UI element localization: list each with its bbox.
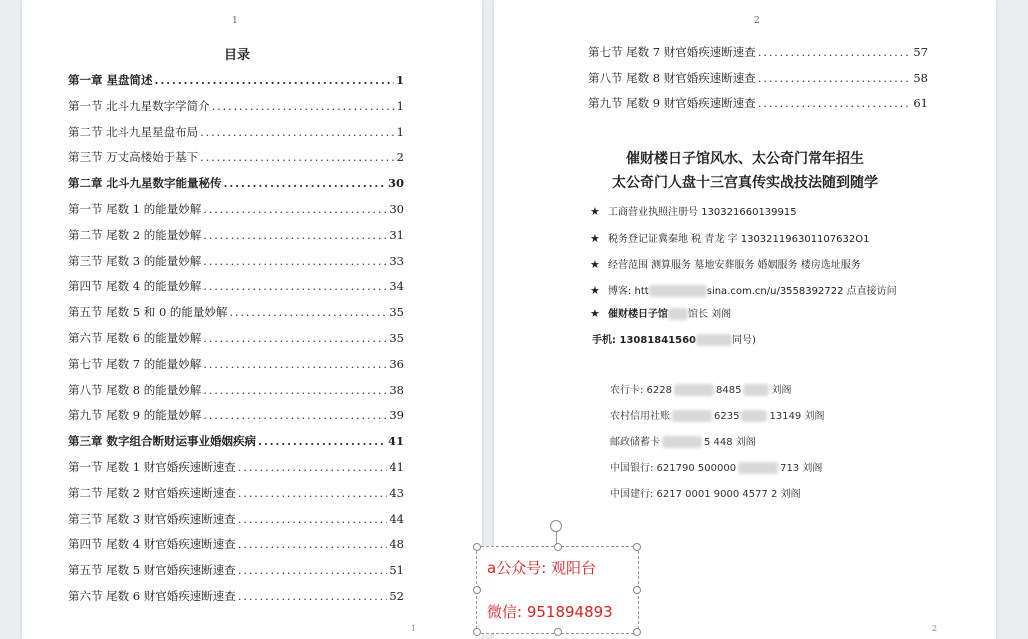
bank-account-line <box>610 459 822 474</box>
resize-handle[interactable] <box>473 586 481 594</box>
toc-page-number: 58 <box>913 70 928 85</box>
toc-label: 第四节 尾数 4 财官婚疾速断速查 <box>68 537 236 552</box>
redacted-block <box>668 308 688 320</box>
phone-line <box>592 331 756 346</box>
toc-page-number: 30 <box>389 202 404 216</box>
toc-leader-dots <box>236 537 388 551</box>
tax-item <box>590 230 869 245</box>
star-icon: ★ <box>590 258 600 271</box>
toc-page-number: 1 <box>396 98 404 113</box>
toc-leader-dots <box>236 512 388 526</box>
toc-label: 第一节 尾数 1 财官婚疾速断速查 <box>68 460 236 474</box>
toc-page-number: 51 <box>389 563 404 578</box>
resize-handle[interactable] <box>554 543 562 551</box>
star-icon: ★ <box>590 205 600 218</box>
license-item <box>590 203 797 218</box>
shop-owner: 馆长 刘阁 <box>688 309 732 320</box>
shop-item <box>590 305 731 320</box>
redacted-block <box>743 384 769 396</box>
toc-leader-dots <box>201 383 387 397</box>
toc-page-number: 30 <box>387 176 404 191</box>
resize-handle[interactable] <box>633 628 641 636</box>
toc-leader-dots <box>236 563 388 577</box>
page-number-bottom: 2 <box>932 624 938 633</box>
scope-item <box>590 256 861 271</box>
toc-label: 第二节 尾数 2 财官婚疾速断速查 <box>68 485 236 500</box>
toc-page-number: 39 <box>389 408 404 423</box>
toc-page-number: 35 <box>389 305 404 320</box>
toc-label: 第三节 尾数 3 的能量妙解 <box>68 253 202 268</box>
overlay-line-2: 微信: 951894893 <box>487 603 613 621</box>
toc-section <box>588 44 928 62</box>
toc-label: 第一节 北斗九星数字学简介 <box>68 98 210 113</box>
ad-title-2: 太公奇门人盘十三宫真传实战技法随到随学 <box>612 175 878 191</box>
rotate-handle[interactable] <box>550 520 562 532</box>
redacted-block <box>649 285 707 297</box>
toc-label: 第七节 尾数 7 财官婚疾速断速查 <box>588 45 756 59</box>
toc-section <box>68 407 404 425</box>
toc-page-number: 33 <box>389 253 404 268</box>
toc-leader-dots <box>756 71 912 85</box>
toc-leader-dots <box>227 305 387 319</box>
resize-handle[interactable] <box>633 586 641 594</box>
account-suffix: 刘阁 <box>771 385 792 396</box>
redacted-block <box>696 334 732 346</box>
blog-item <box>590 282 897 297</box>
toc-leader-dots <box>201 202 387 216</box>
toc-page-number: 36 <box>389 356 404 371</box>
redacted-block <box>662 436 702 448</box>
toc-page-number: 2 <box>396 150 404 165</box>
toc-page-number: 31 <box>389 227 404 242</box>
phone-prefix: 手机: 13081841560 <box>592 335 697 346</box>
scope-text: 经营范围 测算服务 墓地安葬服务 婚姻服务 楼房选址服务 <box>608 260 861 271</box>
toc-label: 第六节 尾数 6 的能量妙解 <box>68 331 202 345</box>
toc-section <box>68 253 404 271</box>
toc-leader-dots <box>201 254 387 268</box>
toc-section <box>68 382 404 400</box>
toc-title: 目录 <box>223 48 250 63</box>
toc-leader-dots <box>201 331 387 345</box>
bank-account-line <box>610 485 801 500</box>
toc-leader-dots <box>198 125 395 139</box>
resize-handle[interactable] <box>473 628 481 636</box>
toc-leader-dots <box>201 228 387 242</box>
toc-leader-dots <box>236 589 388 603</box>
license-text: 工商营业执照注册号 130321660139915 <box>608 207 797 218</box>
toc-label: 第二节 尾数 2 的能量妙解 <box>68 227 202 242</box>
toc-label: 第二节 北斗九星星盘布局 <box>68 124 199 139</box>
redacted-block <box>674 384 714 396</box>
toc-chapter <box>68 175 404 193</box>
toc-section <box>68 304 404 322</box>
toc-page-number: 61 <box>913 96 928 110</box>
toc-section <box>68 485 404 503</box>
toc-label: 第三节 万丈高楼始于基下 <box>68 150 199 165</box>
toc-page-number: 34 <box>389 279 404 294</box>
toc-leader-dots <box>201 357 387 371</box>
right-page <box>494 0 996 639</box>
toc-leader-dots <box>210 99 395 113</box>
phone-suffix: 同号) <box>732 335 756 346</box>
toc-section <box>68 536 404 554</box>
resize-handle[interactable] <box>473 543 481 551</box>
account-prefix: 农村信用社账 <box>610 411 670 422</box>
bank-account-line <box>610 381 791 396</box>
blog-suffix: sina.com.cn/u/3558392722 点直接访问 <box>706 286 897 297</box>
toc-label: 第八节 尾数 8 的能量妙解 <box>68 382 202 397</box>
star-icon: ★ <box>590 307 600 320</box>
blog-prefix: 博客: htt <box>608 286 649 297</box>
account-prefix: 中国银行: 621790 500000 <box>610 463 737 474</box>
toc-section <box>68 511 404 529</box>
toc-label: 第一节 尾数 1 的能量妙解 <box>68 202 202 216</box>
toc-leader-dots <box>756 45 912 59</box>
toc-chapter <box>68 72 404 90</box>
account-suffix: 5 448 刘阁 <box>704 437 756 448</box>
page-number-bottom: 1 <box>411 624 417 633</box>
toc-section <box>68 278 404 296</box>
redacted-block <box>672 410 712 422</box>
toc-label: 第九节 尾数 9 财官婚疾速断速查 <box>588 96 756 110</box>
toc-section <box>68 459 404 477</box>
redacted-block <box>741 410 767 422</box>
toc-leader-dots <box>236 460 388 474</box>
toc-label: 第三章 数字组合断财运事业婚姻疾病 <box>68 434 257 449</box>
toc-section <box>588 95 928 113</box>
toc-page-number: 52 <box>389 589 404 603</box>
account-suffix: 13149 刘阁 <box>769 411 825 422</box>
toc-label: 第四节 尾数 4 的能量妙解 <box>68 279 202 294</box>
toc-page-number: 1 <box>395 73 404 87</box>
toc-label: 第二章 北斗九星数字能量秘传 <box>68 176 222 191</box>
watermark-textbox[interactable] <box>476 546 639 634</box>
toc-page-number: 41 <box>389 460 404 474</box>
bank-account-line <box>610 407 824 422</box>
account-prefix: 农行卡: 6228 <box>610 385 672 396</box>
toc-page-number: 1 <box>396 124 404 139</box>
toc-label: 第五节 尾数 5 和 0 的能量妙解 <box>68 305 228 320</box>
toc-page-number: 35 <box>389 331 404 345</box>
toc-leader-dots <box>756 96 912 110</box>
account-prefix: 中国建行: 6217 0001 9000 4577 2 刘阁 <box>610 489 801 500</box>
toc-section <box>68 562 404 580</box>
toc-leader-dots <box>198 150 395 164</box>
tax-text: 税务登记证冀秦地 税 青龙 字 130321196301107632O1 <box>608 234 870 245</box>
toc-page-number: 41 <box>387 434 404 449</box>
bank-account-line <box>610 433 756 448</box>
star-icon: ★ <box>590 284 600 297</box>
toc-leader-dots <box>201 279 387 293</box>
toc-leader-dots <box>201 408 387 422</box>
page-number-top: 1 <box>232 16 238 26</box>
resize-handle[interactable] <box>633 543 641 551</box>
redacted-block <box>738 462 778 474</box>
toc-section <box>68 330 404 348</box>
toc-section <box>68 98 404 116</box>
star-icon: ★ <box>590 232 600 245</box>
toc-label: 第七节 尾数 7 的能量妙解 <box>68 356 202 371</box>
toc-label: 第九节 尾数 9 的能量妙解 <box>68 408 202 423</box>
toc-section <box>68 227 404 245</box>
toc-leader-dots <box>236 486 388 500</box>
toc-page-number: 44 <box>389 511 404 526</box>
toc-section <box>68 201 404 219</box>
toc-label: 第六节 尾数 6 财官婚疾速断速查 <box>68 589 236 603</box>
toc-page-number: 48 <box>389 537 404 552</box>
shop-name: 催财楼日子馆 <box>608 309 668 320</box>
toc-leader-dots <box>256 434 386 448</box>
toc-page-number: 57 <box>913 45 928 59</box>
toc-section <box>588 70 928 88</box>
toc-leader-dots <box>222 176 386 190</box>
toc-page-number: 38 <box>389 382 404 397</box>
account-middle: 6235 <box>714 411 740 422</box>
overlay-line-1: a公众号: 观阳台 <box>487 559 597 577</box>
account-prefix: 邮政储蓄卡 <box>610 437 660 448</box>
toc-section <box>68 588 404 606</box>
ad-title-1: 催财楼日子馆风水、太公奇门常年招生 <box>626 151 864 167</box>
page-number-top: 2 <box>754 16 760 26</box>
resize-handle[interactable] <box>554 628 562 636</box>
toc-section <box>68 149 404 167</box>
toc-chapter <box>68 433 404 451</box>
toc-label: 第三节 尾数 3 财官婚疾速断速查 <box>68 511 236 526</box>
toc-label: 第一章 星盘简述 <box>68 73 153 87</box>
toc-leader-dots <box>153 73 394 87</box>
toc-section <box>68 356 404 374</box>
left-page <box>22 0 482 639</box>
toc-label: 第五节 尾数 5 财官婚疾速断速查 <box>68 563 236 578</box>
toc-label: 第八节 尾数 8 财官婚疾速断速查 <box>588 70 756 85</box>
toc-section <box>68 124 404 142</box>
account-middle: 8485 <box>716 385 742 396</box>
toc-page-number: 43 <box>389 485 404 500</box>
account-suffix: 713 刘阁 <box>780 463 823 474</box>
